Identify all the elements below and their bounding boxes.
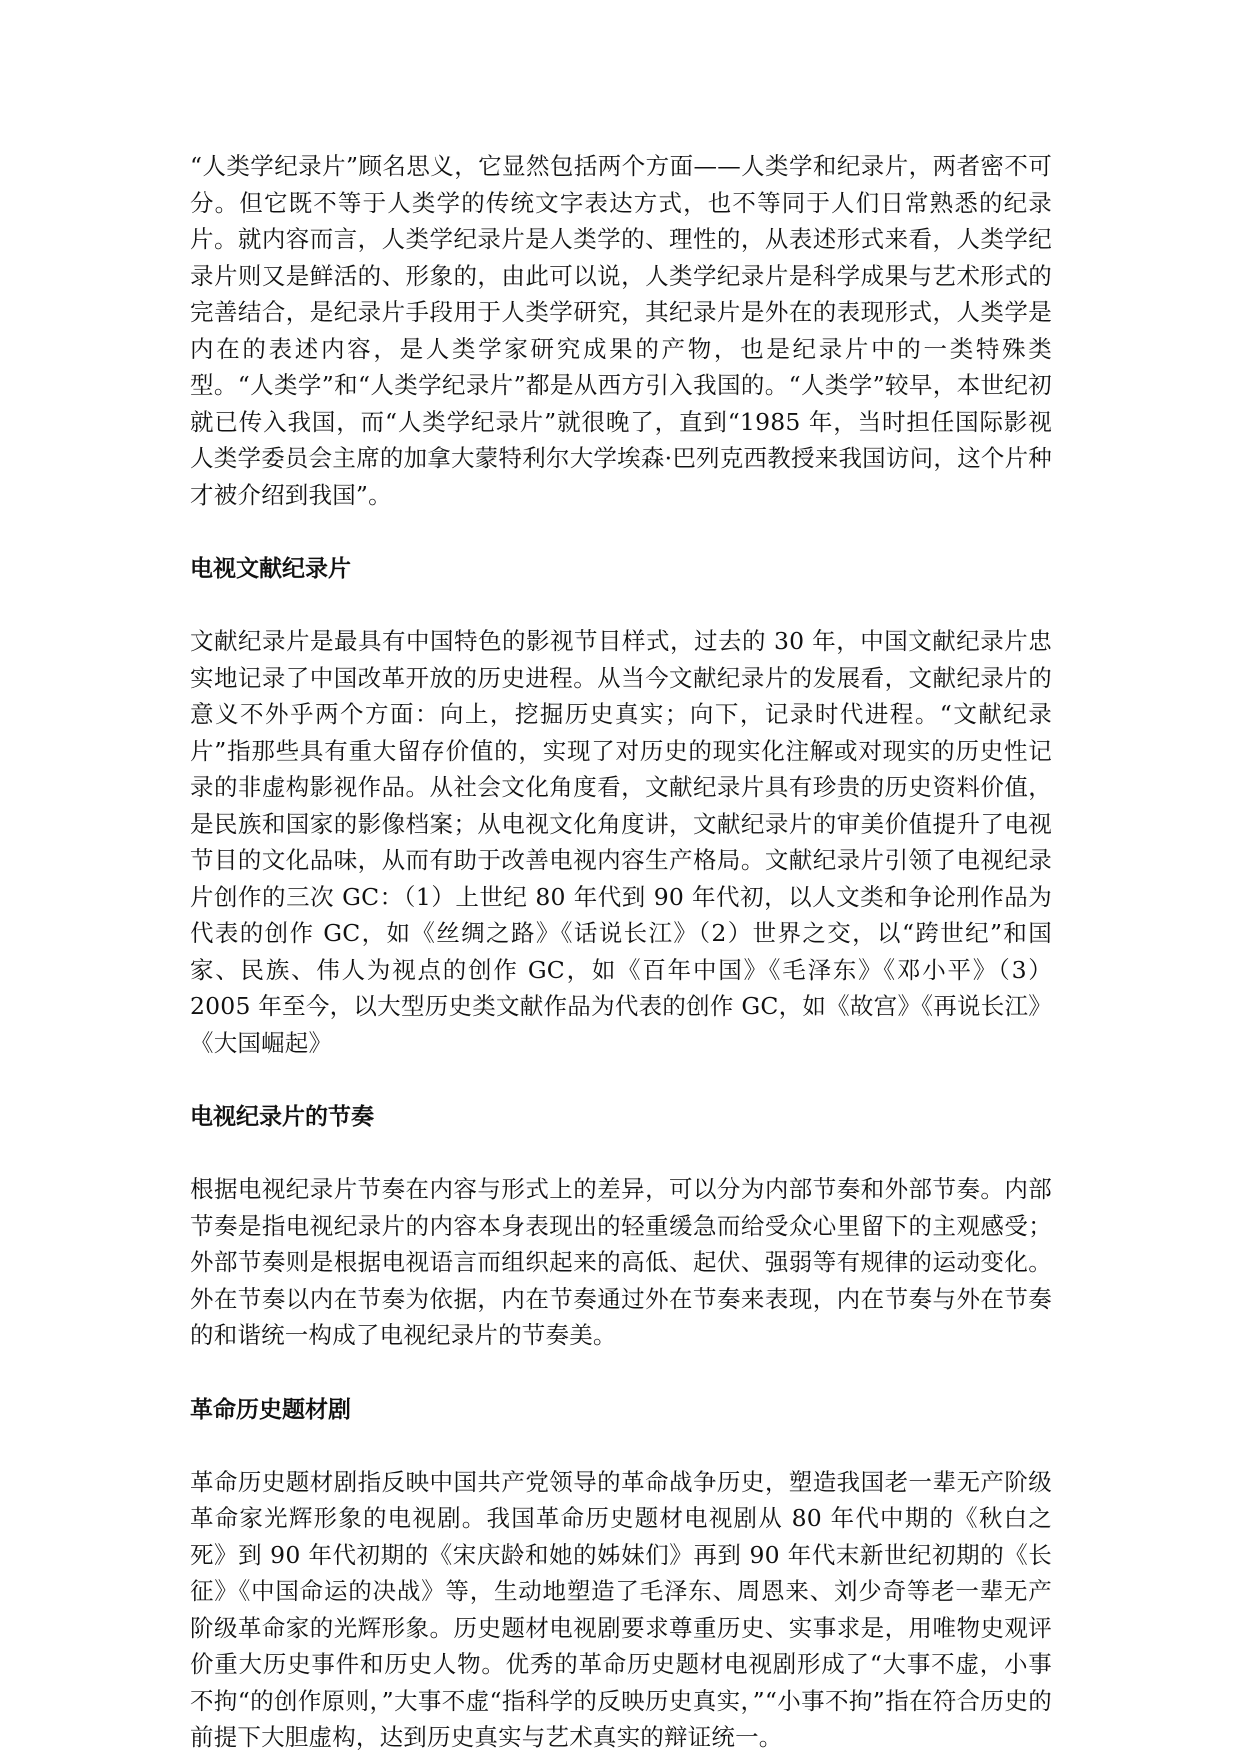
document-page bbox=[190, 148, 1052, 1756]
section-body-documentary: 文献纪录片是最具有中国特色的影视节目样式，过去的 30 年，中国文献纪录片忠实地记录了中国改革开放的历史进程。从当今文献纪录片的发展看，文献纪录片的意义不外乎两个方面：向上，挖掘历史真实；向下，记录时代进程。“文献纪录片”指那些具有重大留存价值的，实现了对历史的现实化注解或对现实的历史性记录的非虚构影视作品。从社会文化角度看，文献纪录片具有珍贵的历史资料价值，是民族和国家的影像档案；从电视文化角度讲，文献纪录片的审美价值提升了电视节目的文化品味，从而有助于改善电视内容生产格局。文献纪录片引领了电视纪录片创作的三次 GC：（1）上世纪 80 年代到 90 年代初，以人文类和争论刑作品为代表的创作 GC，如《丝绸之路》《话说长江》（2）世界之交，以“跨世纪”和国家、民族、伟人为视点的创作 GC，如《百年中国》《毛泽东》《邓小平》（3）2005 年至今，以大型历史类文献作品为代表的创作 GC，如《故宫》《再说长江》《大国崛起》 bbox=[190, 627, 1052, 1057]
intro-paragraph: “人类学纪录片”顾名思义，它显然包括两个方面——人类学和纪录片，两者密不可分。但它既不等于人类学的传统文字表达方式，也不等同于人们日常熟悉的纪录片。就内容而言，人类学纪录片是人类学的、理性的，从表述形式来看，人类学纪录片则又是鲜活的、形象的，由此可以说，人类学纪录片是科学成果与艺术形式的完善结合，是纪录片手段用于人类学研究，其纪录片是外在的表现形式，人类学是内在的表述内容，是人类学家研究成果的产物，也是纪录片中的一类特殊类型。“人类学”和“人类学纪录片”都是从西方引入我国的。“人类学”较早，本世纪初就已传入我国，而“人类学纪录片”就很晚了，直到“1985 年，当时担任国际影视人类学委员会主席的加拿大蒙特利尔大学埃森·巴列克西教授来我国访问，这个片种才被介绍到我国”。 bbox=[190, 152, 1052, 509]
section-body-rhythm: 根据电视纪录片节奏在内容与形式上的差异，可以分为内部节奏和外部节奏。内部节奏是指电视纪录片的内容本身表现出的轻重缓急而给受众心里留下的主观感受；外部节奏则是根据电视语言而组织起来的高低、起伏、强弱等有规律的运动变化。外在节奏以内在节奏为依据，内在节奏通过外在节奏来表现，内在节奏与外在节奏的和谐统一构成了电视纪录片的节奏美。 bbox=[190, 1175, 1052, 1349]
section-heading-revolutionary-drama: 革命历史题材剧 bbox=[190, 1396, 351, 1423]
section-heading-rhythm: 电视纪录片的节奏 bbox=[190, 1104, 374, 1130]
section-body-revolutionary-drama: 革命历史题材剧指反映中国共产党领导的革命战争历史，塑造我国老一辈无产阶级革命家光辉形象的电视剧。我国革命历史题材电视剧从 80 年代中期的《秋白之死》到 90 年代初期的《宋庆龄和她的姊妹们》再到 90 年代末新世纪初期的《长征》《中国命运的决战》等，生动地塑造了毛泽东、周恩来、刘少奇等老一辈无产阶级革命家的光辉形象。历史题材电视剧要求尊重历史、实事求是，用唯物史观评价重大历史事件和历史人物。优秀的革命历史题材电视剧形成了“大事不虚，小事不拘“的创作原则，”大事不虚“指科学的反映历史真实，”“小事不拘”指在符合历史的前提下大胆虚构，达到历史真实与艺术真实的辩证统一。 bbox=[190, 1467, 1052, 1751]
section-heading-documentary: 电视文献纪录片 bbox=[190, 556, 351, 582]
